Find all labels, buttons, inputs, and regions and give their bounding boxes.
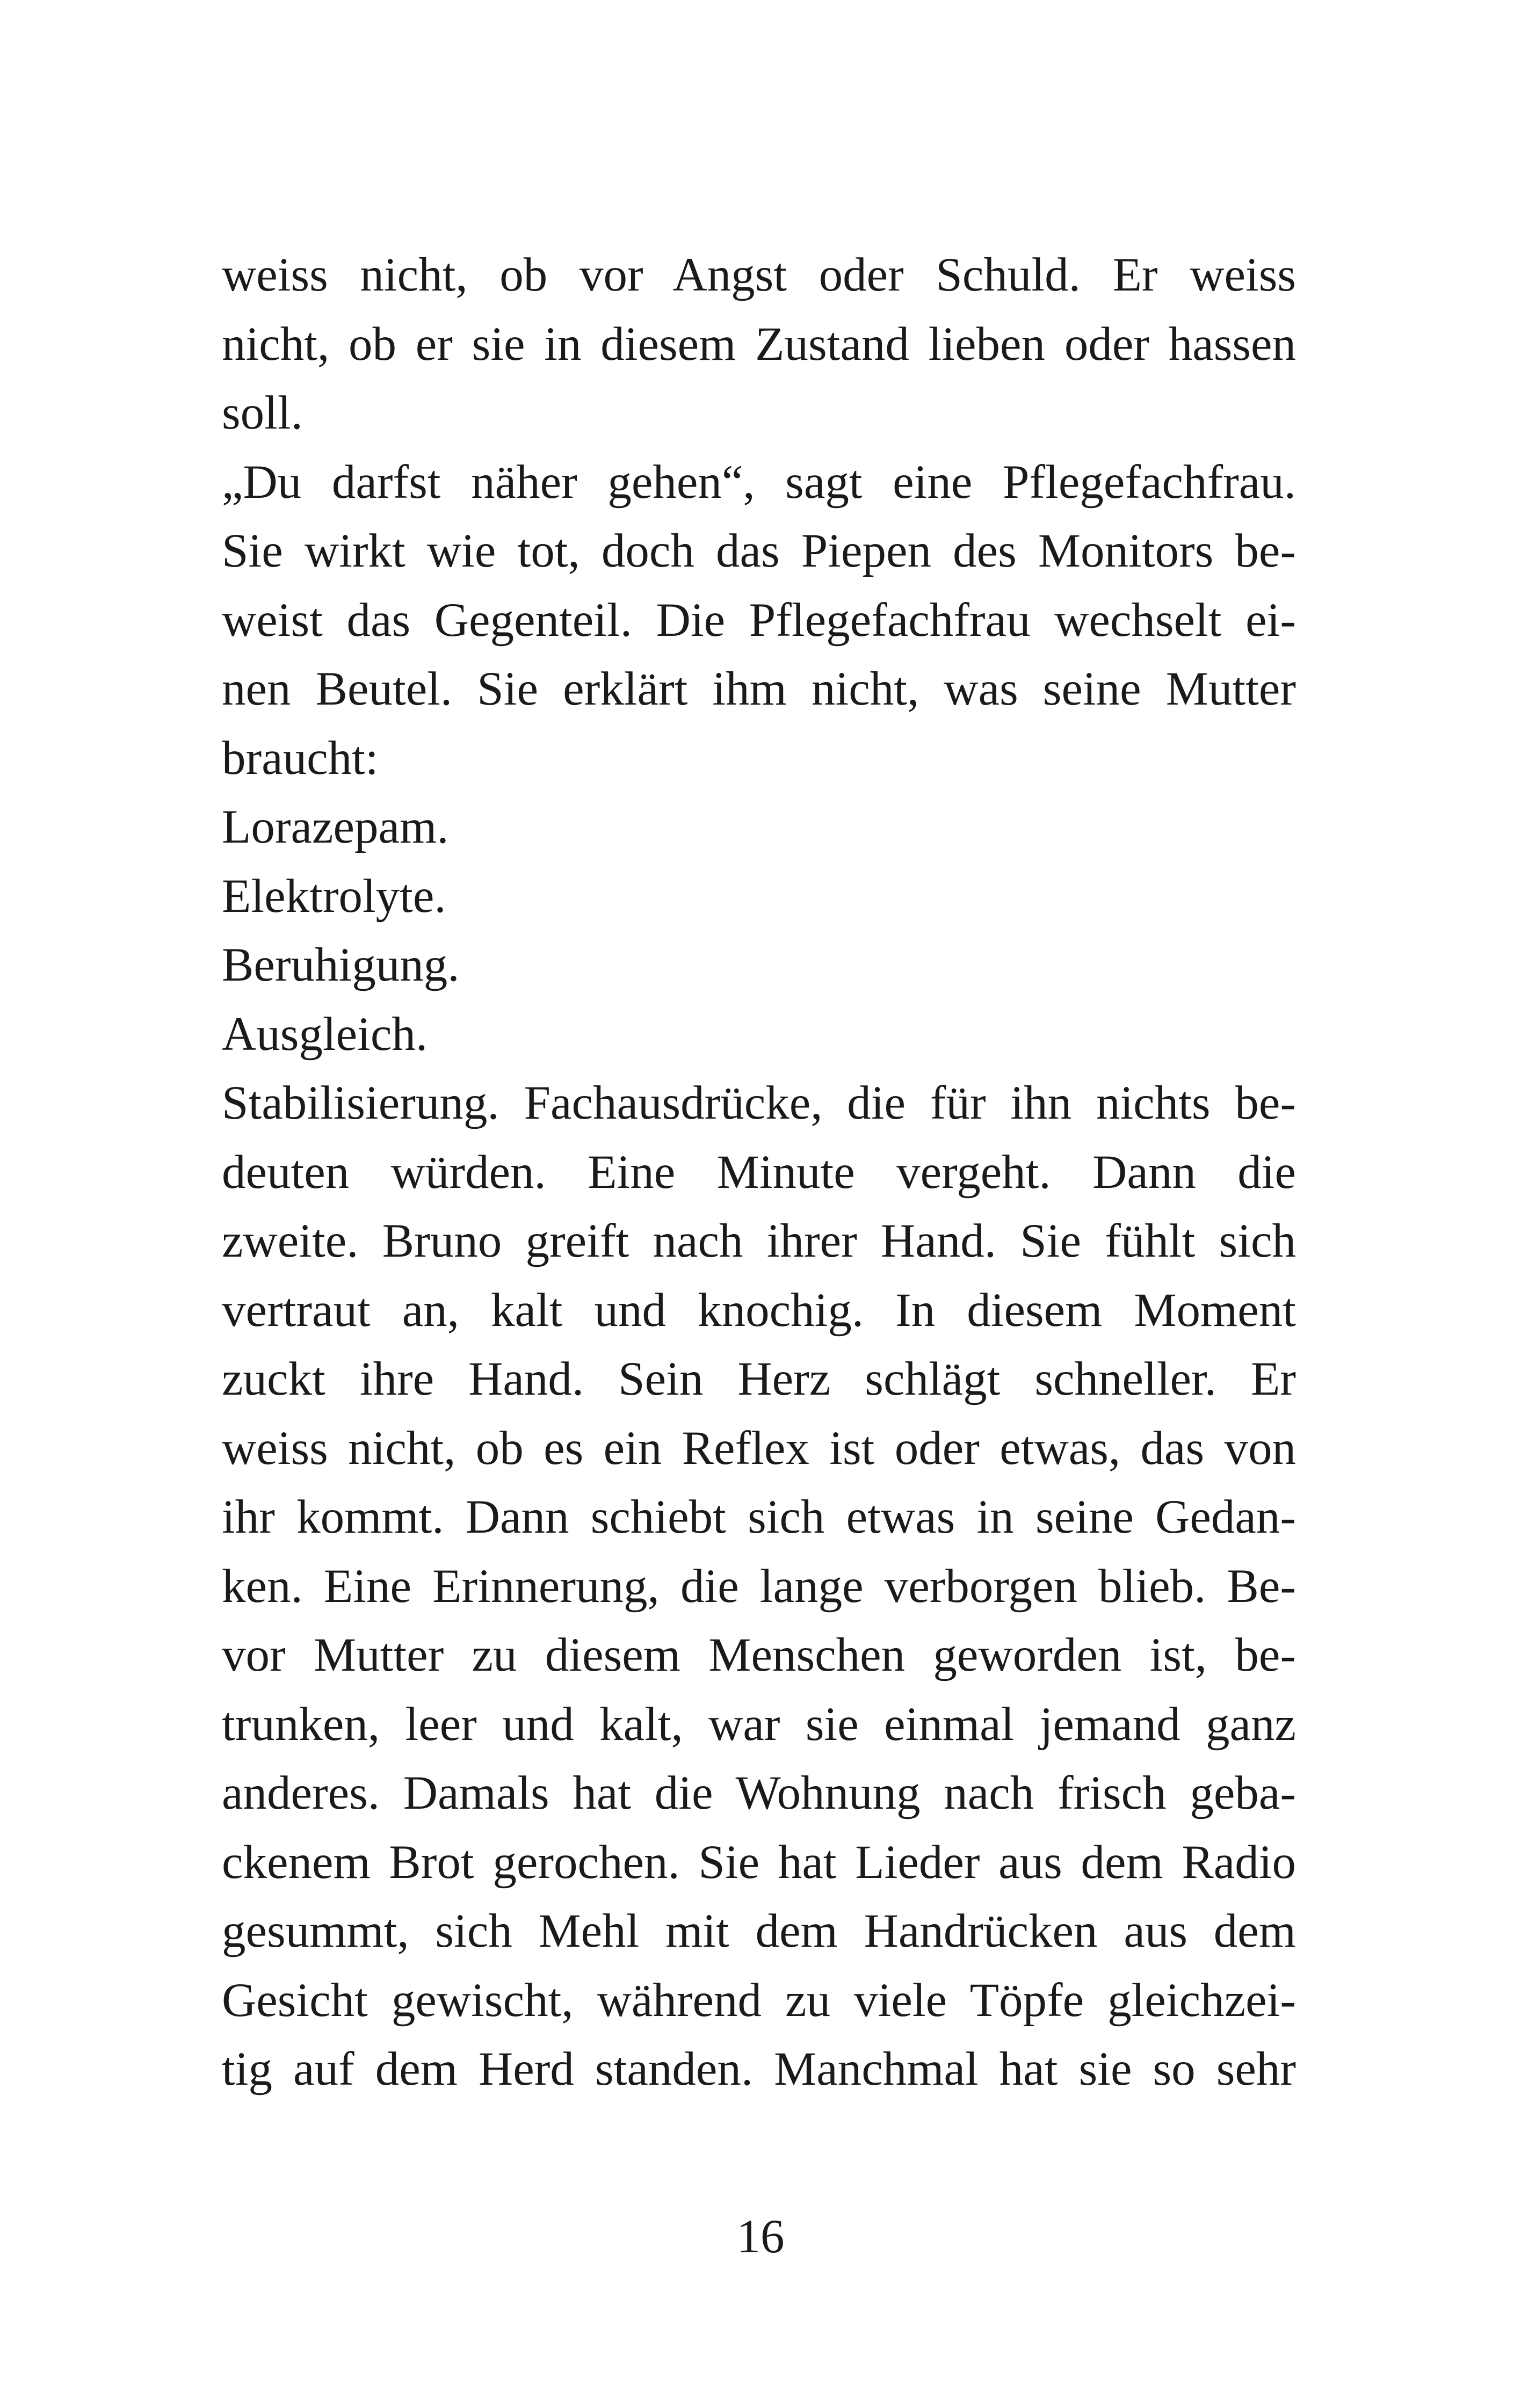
text-line: zuckt ihre Hand. Sein Herz schlägt schneller. Er	[222, 1353, 1296, 1405]
text-line: zweite. Bruno greift nach ihrer Hand. Sie fühlt sich	[222, 1215, 1296, 1267]
text-line: deuten würden. Eine Minute vergeht. Dann die	[222, 1145, 1296, 1199]
text-line: Beruhigung.	[222, 939, 460, 991]
text-line: Sie wirkt wie tot, doch das Piepen des Monitors be-	[222, 525, 1296, 577]
text-line: nicht, ob er sie in diesem Zustand lieben oder hassen	[222, 317, 1296, 371]
text-line: weist das Gegenteil. Die Pflegefachfrau wechselt ei-	[222, 593, 1296, 647]
text-line: Lorazepam.	[222, 801, 449, 853]
text-line: weiss nicht, ob vor Angst oder Schuld. Er weiss	[222, 249, 1296, 301]
text-line: weiss nicht, ob es ein Reflex ist oder etwas, das von	[222, 1421, 1296, 1475]
text-line: tig auf dem Herd standen. Manchmal hat sie so sehr	[222, 2043, 1296, 2095]
text-line: vertraut an, kalt und knochig. In diesem Moment	[222, 1283, 1296, 1337]
text-line: braucht:	[222, 731, 379, 785]
text-line: ihr kommt. Dann schiebt sich etwas in seine Gedan-	[222, 1491, 1296, 1543]
text-line: Gesicht gewischt, während zu viele Töpfe gleichzei-	[222, 1974, 1296, 2027]
text-line: anderes. Damals hat die Wohnung nach frisch geba-	[222, 1767, 1296, 1819]
text-line: soll.	[222, 387, 303, 439]
text-line: „Du darfst näher gehen“, sagt eine Pflegefachfrau.	[222, 455, 1296, 509]
text-line: gesummt, sich Mehl mit dem Handrücken aus dem	[222, 1905, 1296, 1957]
text-line: ckenem Brot gerochen. Sie hat Lieder aus dem Radio	[222, 1836, 1296, 1889]
text-line: ken. Eine Erinnerung, die lange verborgen blieb. Be-	[222, 1560, 1296, 1613]
text-line: Stabilisierung. Fachausdrücke, die für ihn nichts be-	[222, 1077, 1296, 1129]
text-line: vor Mutter zu diesem Menschen geworden ist, be-	[222, 1629, 1296, 1681]
text-line: trunken, leer und kalt, war sie einmal jemand ganz	[222, 1698, 1296, 1751]
text-line: nen Beutel. Sie erklärt ihm nicht, was seine Mutter	[222, 663, 1296, 715]
text-line: Elektrolyte.	[222, 869, 446, 923]
text-line: Ausgleich.	[222, 1007, 428, 1061]
body-text	[222, 241, 1296, 2104]
page-number: 16	[736, 2210, 785, 2263]
